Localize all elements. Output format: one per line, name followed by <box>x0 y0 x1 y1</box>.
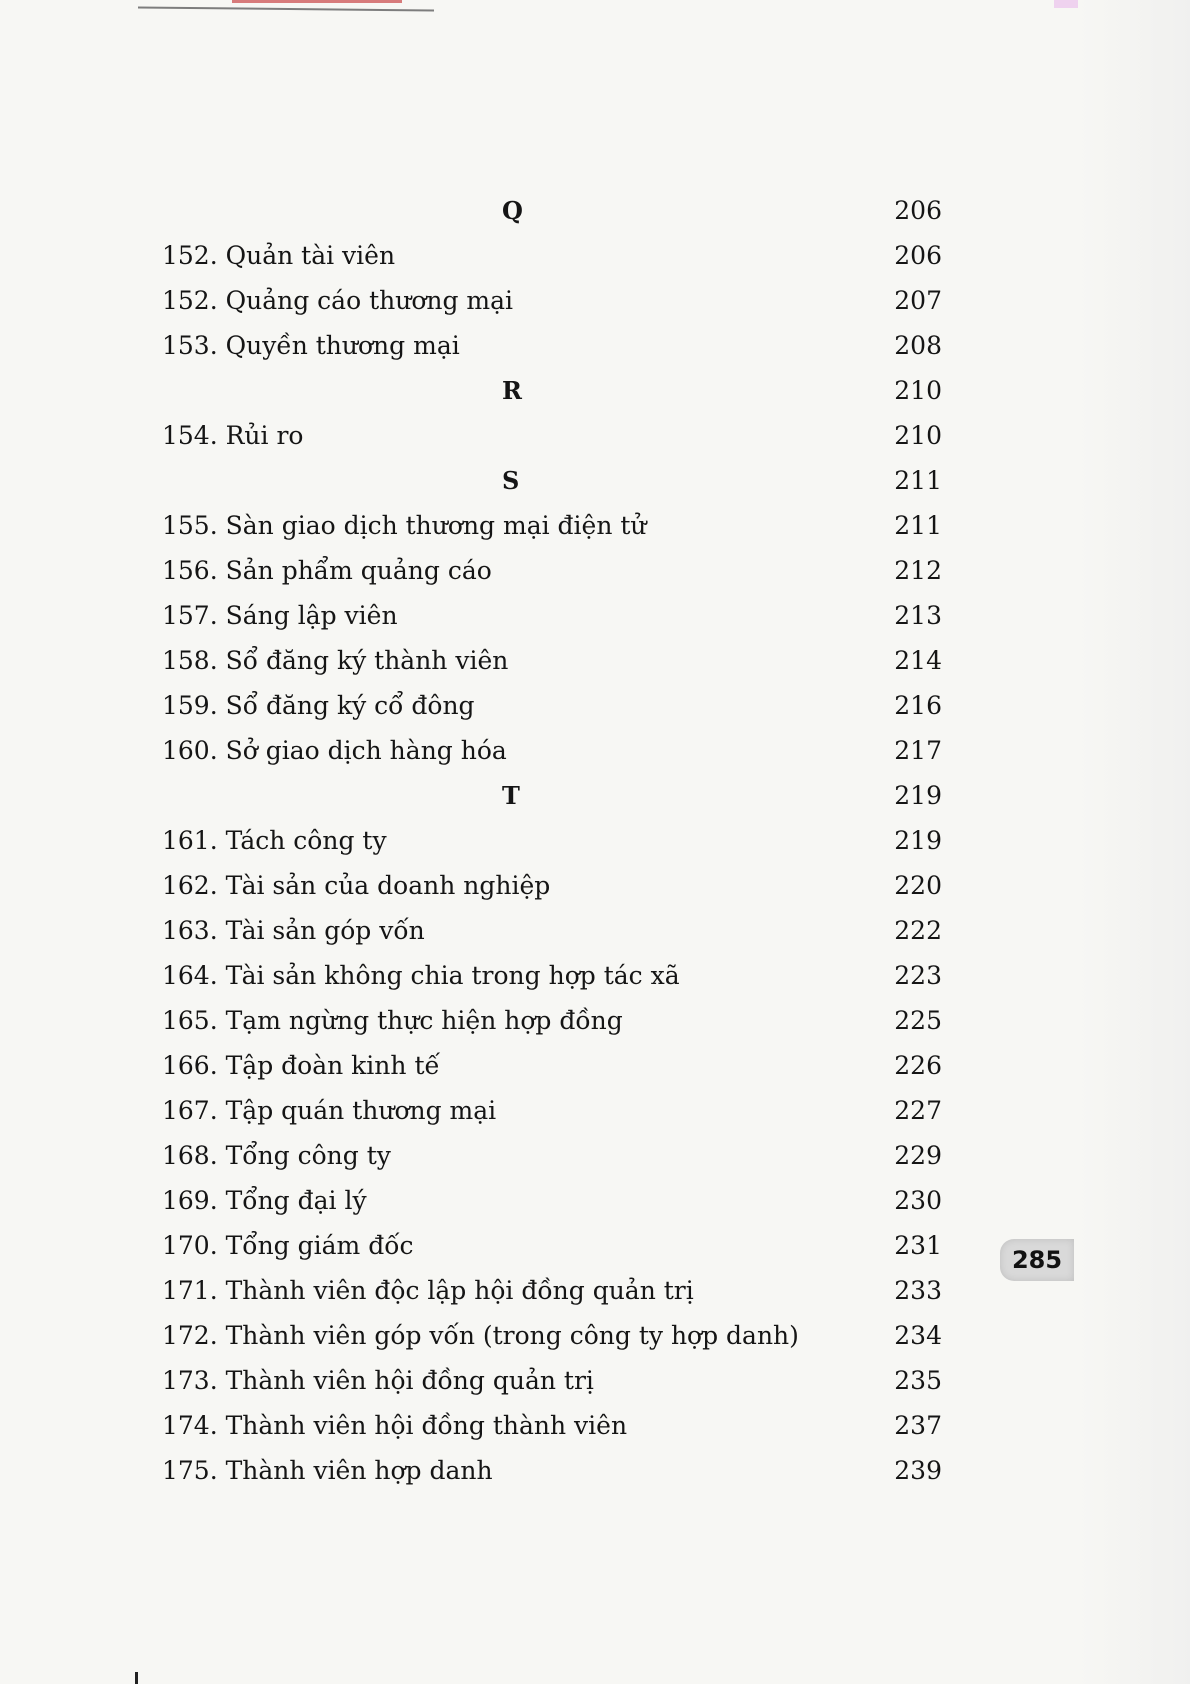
toc-entry-row <box>162 908 942 953</box>
entry-title: 156. Sản phẩm quảng cáo <box>162 556 492 585</box>
page-number: 220 <box>894 871 942 900</box>
toc-entry-row <box>162 998 942 1043</box>
entry-title: 166. Tập đoàn kinh tế <box>162 1051 440 1080</box>
toc-entry-row <box>162 1223 942 1268</box>
section-letter: S <box>502 466 520 495</box>
page-number: 210 <box>894 421 942 450</box>
page-number: 222 <box>894 916 942 945</box>
toc-entry-row <box>162 863 942 908</box>
entry-title: 170. Tổng giám đốc <box>162 1231 414 1260</box>
toc-entry-row <box>162 1133 942 1178</box>
toc-entry-row <box>162 503 942 548</box>
entry-title: 169. Tổng đại lý <box>162 1186 367 1215</box>
toc-entry-row <box>162 1268 942 1313</box>
page-number: 212 <box>894 556 942 585</box>
page-number: 226 <box>894 1051 942 1080</box>
entry-title: 171. Thành viên độc lập hội đồng quản trị <box>162 1276 694 1305</box>
bottom-scan-mark <box>135 1672 138 1684</box>
page-number: 213 <box>894 601 942 630</box>
toc-entry-row <box>162 548 942 593</box>
toc-entry-row <box>162 1178 942 1223</box>
page-number: 223 <box>894 961 942 990</box>
entry-title: 168. Tổng công ty <box>162 1141 391 1170</box>
page-number: 208 <box>894 331 942 360</box>
entry-title: 154. Rủi ro <box>162 421 304 450</box>
page-number: 234 <box>894 1321 942 1350</box>
entry-title: 165. Tạm ngừng thực hiện hợp đồng <box>162 1006 623 1035</box>
page-number: 231 <box>894 1231 942 1260</box>
entry-title: 167. Tập quán thương mại <box>162 1096 497 1125</box>
section-letter: T <box>502 781 520 810</box>
entry-title: 153. Quyền thương mại <box>162 331 460 360</box>
page-number: 233 <box>894 1276 942 1305</box>
page-number: 219 <box>894 826 942 855</box>
toc-entry-row <box>162 818 942 863</box>
section-letter: R <box>502 376 522 405</box>
toc-entry-row <box>162 1043 942 1088</box>
toc-letter-row <box>162 188 942 233</box>
page-number: 210 <box>894 376 942 405</box>
toc-entry-row <box>162 1313 942 1358</box>
toc-entry-row <box>162 233 942 278</box>
page-folio: 285 <box>1000 1239 1074 1281</box>
toc-entry-row <box>162 278 942 323</box>
entry-title: 163. Tài sản góp vốn <box>162 916 425 945</box>
page-edge-shadow <box>1078 0 1190 1684</box>
toc-entry-row <box>162 1403 942 1448</box>
entry-title: 161. Tách công ty <box>162 826 387 855</box>
page-number: 217 <box>894 736 942 765</box>
page-number: 230 <box>894 1186 942 1215</box>
toc-entry-row <box>162 683 942 728</box>
page-number: 211 <box>894 511 942 540</box>
entry-title: 155. Sàn giao dịch thương mại điện tử <box>162 511 647 540</box>
table-of-contents <box>162 188 942 1493</box>
entry-title: 157. Sáng lập viên <box>162 601 398 630</box>
page-number: 219 <box>894 781 942 810</box>
entry-title: 158. Sổ đăng ký thành viên <box>162 646 509 675</box>
toc-entry-row <box>162 323 942 368</box>
page-number: 207 <box>894 286 942 315</box>
top-scan-rule <box>138 6 434 15</box>
page-number: 227 <box>894 1096 942 1125</box>
page-number: 214 <box>894 646 942 675</box>
toc-entry-row <box>162 728 942 773</box>
entry-title: 174. Thành viên hội đồng thành viên <box>162 1411 628 1440</box>
entry-title: 172. Thành viên góp vốn (trong công ty hợp danh) <box>162 1321 799 1350</box>
page-number: 211 <box>894 466 942 495</box>
page-number: 235 <box>894 1366 942 1395</box>
entry-title: 175. Thành viên hợp danh <box>162 1456 493 1485</box>
page-number: 239 <box>894 1456 942 1485</box>
toc-letter-row <box>162 773 942 818</box>
corner-color-mark <box>1054 0 1078 8</box>
page-number: 206 <box>894 196 942 225</box>
page-number: 216 <box>894 691 942 720</box>
toc-entry-row <box>162 953 942 998</box>
page-number: 237 <box>894 1411 942 1440</box>
entry-title: 152. Quảng cáo thương mại <box>162 286 514 315</box>
page-number: 206 <box>894 241 942 270</box>
entry-title: 173. Thành viên hội đồng quản trị <box>162 1366 594 1395</box>
page-number: 229 <box>894 1141 942 1170</box>
toc-entry-row <box>162 1358 942 1403</box>
entry-title: 159. Sổ đăng ký cổ đông <box>162 691 475 720</box>
toc-entry-row <box>162 413 942 458</box>
entry-title: 160. Sở giao dịch hàng hóa <box>162 736 507 765</box>
toc-letter-row <box>162 458 942 503</box>
top-red-mark <box>232 0 402 3</box>
toc-entry-row <box>162 1088 942 1133</box>
toc-entry-row <box>162 1448 942 1493</box>
toc-letter-row <box>162 368 942 413</box>
section-letter: Q <box>502 196 523 225</box>
page-number: 225 <box>894 1006 942 1035</box>
entry-title: 152. Quản tài viên <box>162 241 396 270</box>
entry-title: 162. Tài sản của doanh nghiệp <box>162 871 551 900</box>
toc-entry-row <box>162 638 942 683</box>
entry-title: 164. Tài sản không chia trong hợp tác xã <box>162 961 680 990</box>
toc-entry-row <box>162 593 942 638</box>
